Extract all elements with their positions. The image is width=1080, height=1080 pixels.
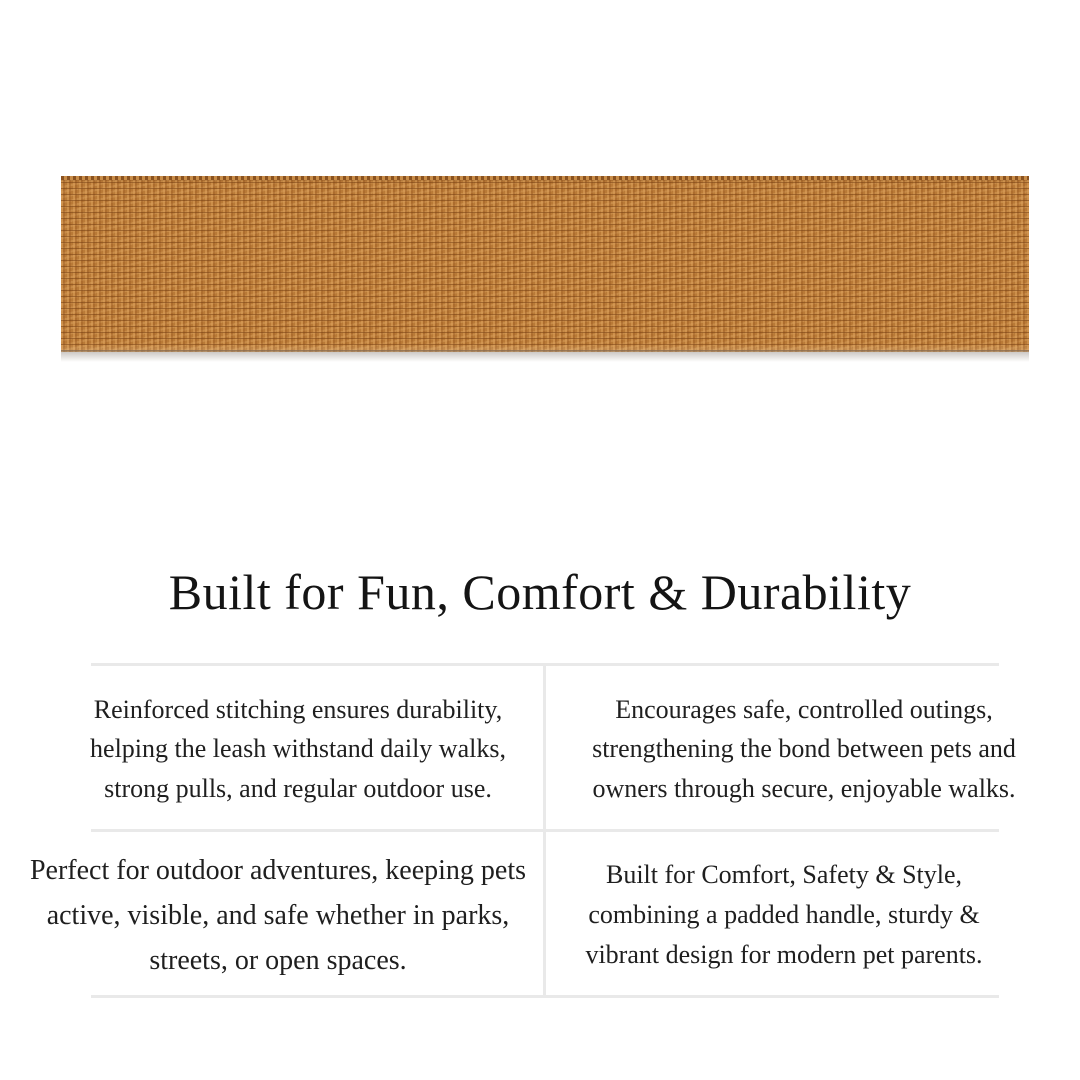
feature-text: Reinforced stitching ensures durability, helping the leash withstand daily walks, strong pulls, and regular outdoor use. — [90, 694, 506, 803]
strap-shadow — [61, 350, 1029, 362]
nylon-webbing-strap — [61, 176, 1029, 352]
leash-strap-image — [61, 176, 1029, 362]
feature-text: Built for Comfort, Safety & Style, combining a padded handle, sturdy & vibrant design for modern pet parents. — [585, 860, 983, 969]
feature-cell-comfort — [556, 835, 1012, 995]
feature-cell-durability — [60, 669, 536, 829]
table-column-divider — [543, 666, 546, 998]
feature-cell-bonding — [556, 669, 1052, 829]
feature-cell-outdoor — [20, 835, 536, 995]
feature-text: Encourages safe, controlled outings, strengthening the bond between pets and owners through secure, enjoyable walks. — [592, 694, 1016, 803]
page-title: Built for Fun, Comfort & Durability — [168, 564, 912, 620]
feature-text: Perfect for outdoor adventures, keeping pets active, visible, and safe whether in parks, streets, or open spaces. — [29, 854, 527, 976]
strap-edge-stitching — [61, 176, 1029, 180]
